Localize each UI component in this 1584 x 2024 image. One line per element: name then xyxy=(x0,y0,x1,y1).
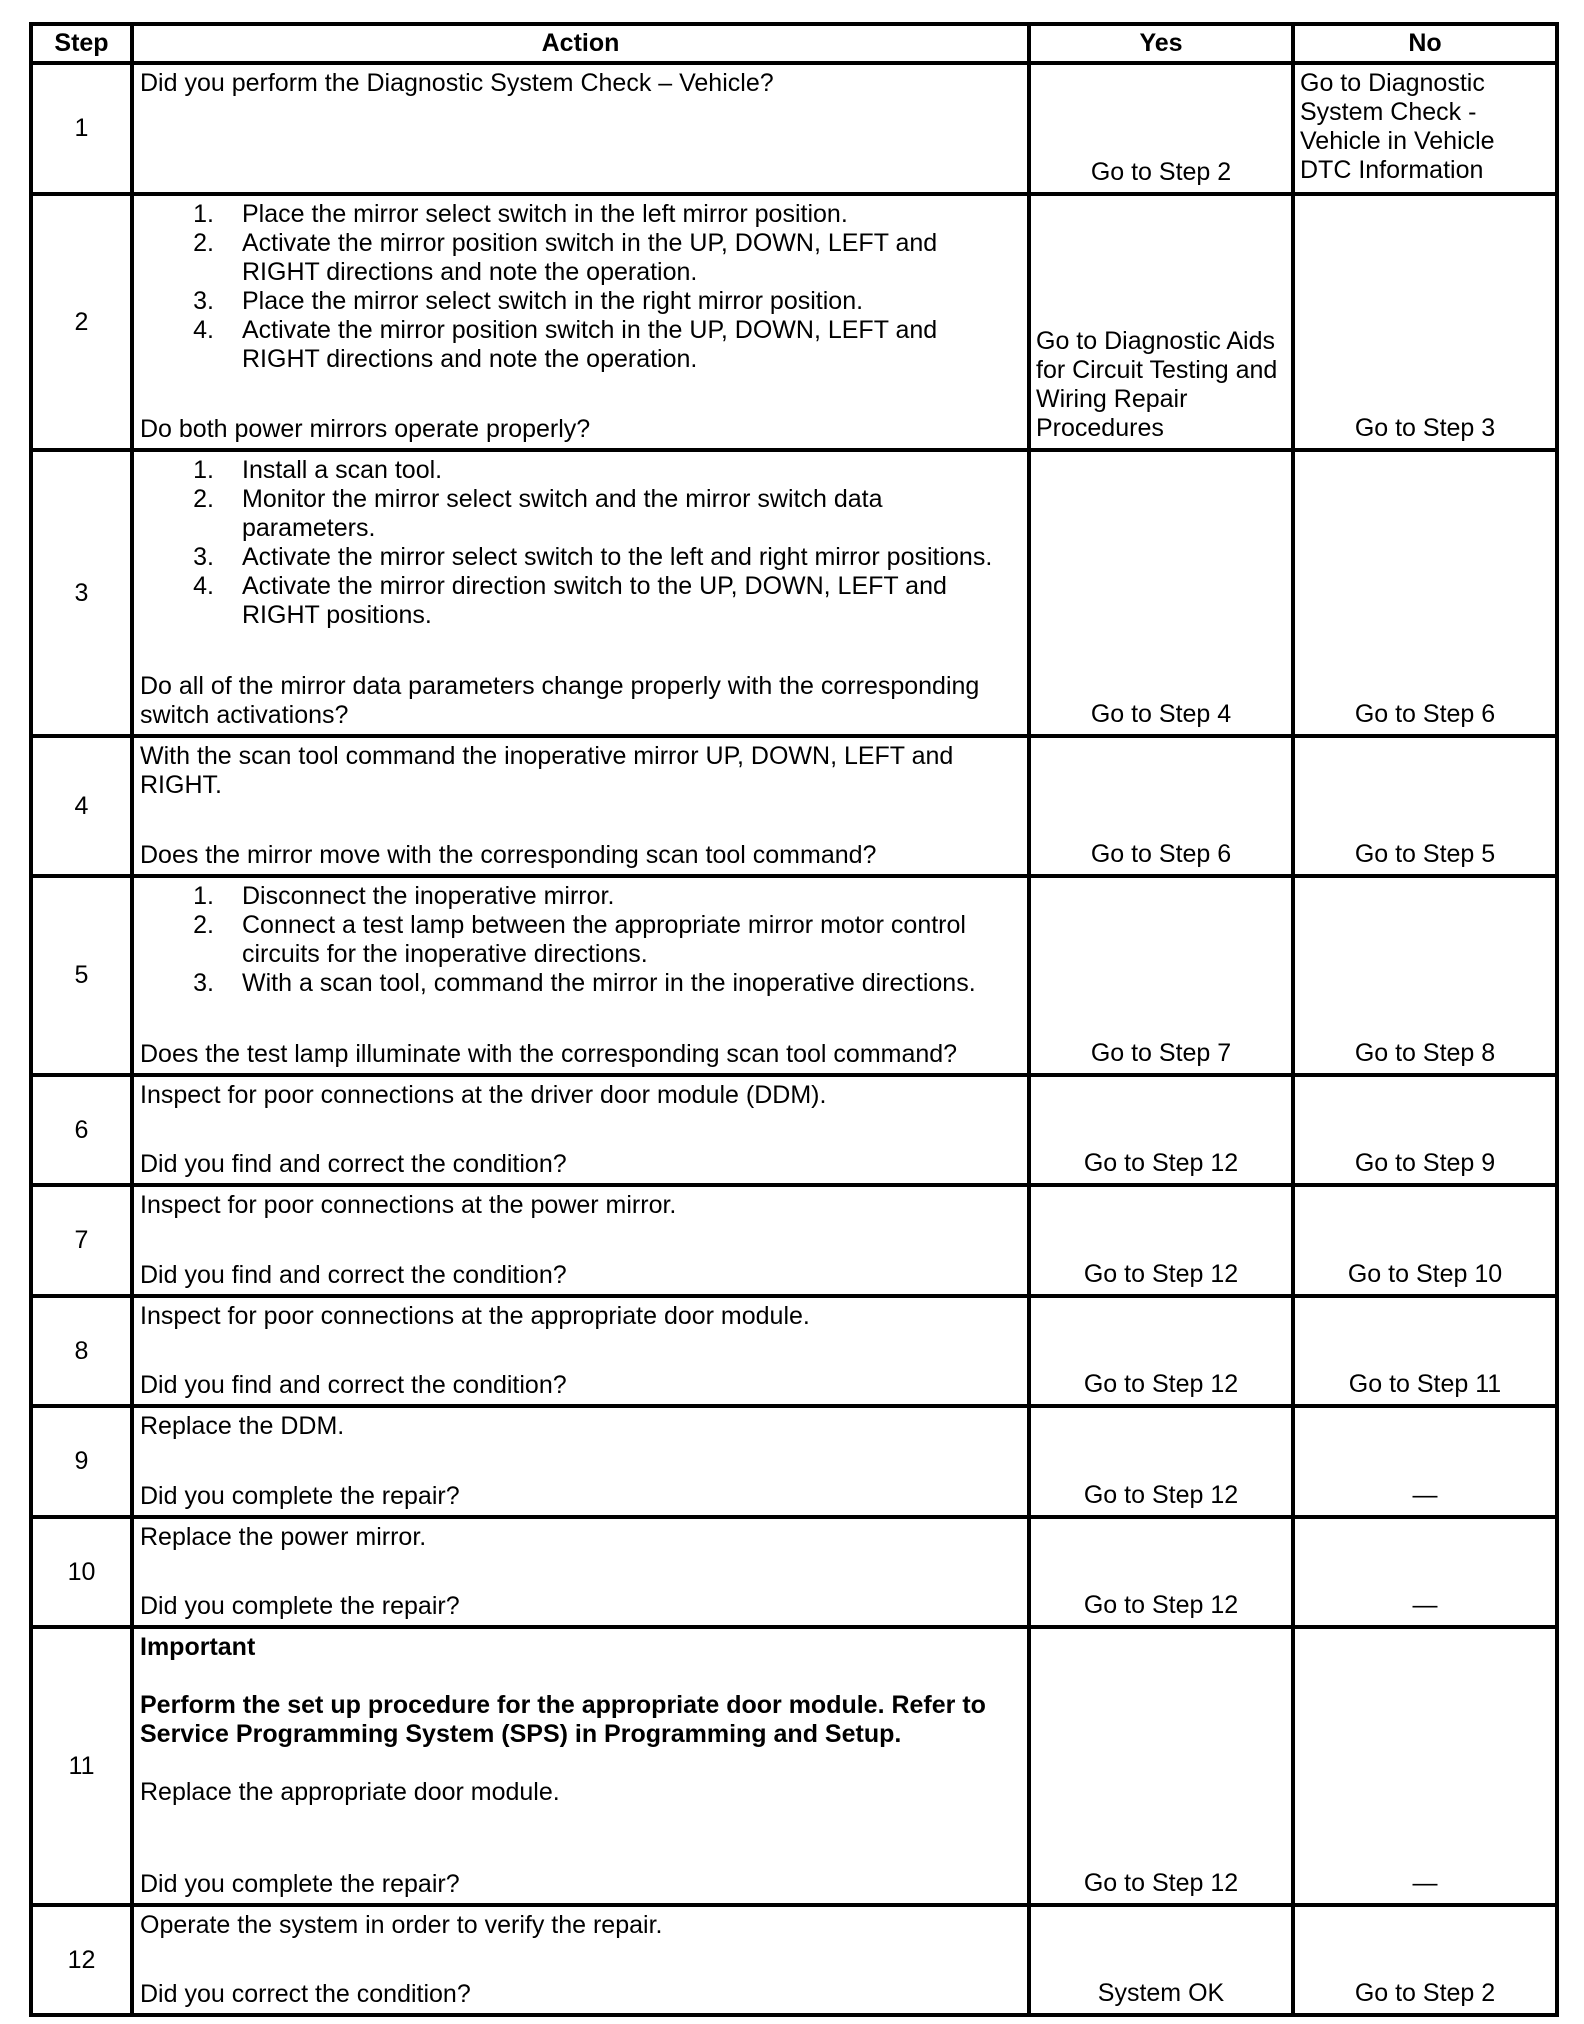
substep-number: 1. xyxy=(193,882,214,910)
substep-number: 2. xyxy=(193,485,214,513)
no-cell: Go to Step 2 xyxy=(1293,1905,1557,2015)
list-item xyxy=(140,882,1021,911)
list-item xyxy=(140,969,1021,998)
substep-text: Monitor the mirror select switch and the mirror switch data parameters. xyxy=(242,485,883,542)
substep-text: Activate the mirror select switch to the left and right mirror positions. xyxy=(242,543,993,571)
list-item xyxy=(140,572,1021,630)
header-action: Action xyxy=(132,24,1029,63)
action-text: Did you perform the Diagnostic System Check – Vehicle? xyxy=(140,69,774,97)
step-number: 4 xyxy=(31,736,132,876)
substep-number: 3. xyxy=(193,543,214,571)
header-no: No xyxy=(1293,24,1557,63)
substep-text: Place the mirror select switch in the left mirror position. xyxy=(242,200,848,228)
substeps-list xyxy=(140,882,1021,998)
no-cell: Go to Diagnostic System Check - Vehicle in Vehicle DTC Information xyxy=(1293,63,1557,194)
substep-number: 2. xyxy=(193,911,214,939)
substep-text: Activate the mirror position switch in the UP, DOWN, LEFT and RIGHT directions and note the operation. xyxy=(242,229,938,286)
substep-number: 4. xyxy=(193,572,214,600)
substeps-list xyxy=(140,200,1021,374)
action-question: Did you complete the repair? xyxy=(140,1482,460,1510)
action-question: Do all of the mirror data parameters change properly with the corresponding switch activations? xyxy=(140,672,980,729)
no-cell: — xyxy=(1293,1627,1557,1905)
yes-cell: Go to Step 12 xyxy=(1029,1406,1293,1517)
step-number: 9 xyxy=(31,1406,132,1517)
substep-text: Connect a test lamp between the appropriate mirror motor control circuits for the inoperative directions. xyxy=(242,911,966,968)
list-item xyxy=(140,287,1021,316)
table-row xyxy=(31,1296,1557,1406)
action-cell xyxy=(132,450,1029,736)
table-row xyxy=(31,736,1557,876)
action-cell xyxy=(132,1905,1029,2015)
table-row xyxy=(31,194,1557,450)
table-row xyxy=(31,1905,1557,2015)
action-cell xyxy=(132,876,1029,1075)
yes-cell: Go to Step 6 xyxy=(1029,736,1293,876)
no-cell: Go to Step 3 xyxy=(1293,194,1557,450)
table-row xyxy=(31,1627,1557,1905)
step-number: 8 xyxy=(31,1296,132,1406)
action-question: Do both power mirrors operate properly? xyxy=(140,415,591,443)
action-text: Inspect for poor connections at the power mirror. xyxy=(140,1191,677,1219)
yes-cell: Go to Step 12 xyxy=(1029,1185,1293,1296)
action-cell xyxy=(132,1627,1029,1905)
yes-cell: Go to Step 12 xyxy=(1029,1517,1293,1627)
action-question: Does the mirror move with the corresponding scan tool command? xyxy=(140,841,877,869)
table-header-row xyxy=(31,24,1557,63)
list-item xyxy=(140,200,1021,229)
no-cell: — xyxy=(1293,1406,1557,1517)
action-cell xyxy=(132,63,1029,194)
action-cell xyxy=(132,736,1029,876)
yes-cell: Go to Step 7 xyxy=(1029,876,1293,1075)
important-label: Important xyxy=(140,1633,256,1661)
yes-cell: Go to Step 12 xyxy=(1029,1627,1293,1905)
substep-text: Activate the mirror direction switch to the UP, DOWN, LEFT and RIGHT positions. xyxy=(242,572,947,629)
action-text: Operate the system in order to verify the repair. xyxy=(140,1911,663,1939)
no-cell: Go to Step 10 xyxy=(1293,1185,1557,1296)
substep-number: 4. xyxy=(193,316,214,344)
no-cell: Go to Step 5 xyxy=(1293,736,1557,876)
important-note: Perform the set up procedure for the appropriate door module. Refer to Service Programming System (SPS) in Programming and Setup. xyxy=(140,1691,986,1748)
substep-number: 2. xyxy=(193,229,214,257)
substep-text: Place the mirror select switch in the right mirror position. xyxy=(242,287,864,315)
action-cell xyxy=(132,194,1029,450)
substep-number: 1. xyxy=(193,200,214,228)
diagnostic-table xyxy=(29,22,1559,2017)
step-number: 5 xyxy=(31,876,132,1075)
table-row xyxy=(31,1185,1557,1296)
substeps-list xyxy=(140,456,1021,630)
step-number: 11 xyxy=(31,1627,132,1905)
list-item xyxy=(140,456,1021,485)
substep-number: 3. xyxy=(193,287,214,315)
action-text: Inspect for poor connections at the driver door module (DDM). xyxy=(140,1081,827,1109)
no-cell: Go to Step 8 xyxy=(1293,876,1557,1075)
step-number: 1 xyxy=(31,63,132,194)
action-text: Inspect for poor connections at the appropriate door module. xyxy=(140,1302,810,1330)
header-yes: Yes xyxy=(1029,24,1293,63)
action-question: Did you complete the repair? xyxy=(140,1592,460,1620)
action-question: Did you find and correct the condition? xyxy=(140,1261,567,1289)
action-question: Did you complete the repair? xyxy=(140,1870,460,1898)
action-question: Does the test lamp illuminate with the corresponding scan tool command? xyxy=(140,1040,958,1068)
action-question: Did you find and correct the condition? xyxy=(140,1150,567,1178)
action-cell xyxy=(132,1406,1029,1517)
table-row xyxy=(31,63,1557,194)
substep-number: 3. xyxy=(193,969,214,997)
action-cell xyxy=(132,1296,1029,1406)
substep-text: Install a scan tool. xyxy=(242,456,443,484)
step-number: 10 xyxy=(31,1517,132,1627)
action-cell xyxy=(132,1185,1029,1296)
yes-cell: Go to Step 12 xyxy=(1029,1296,1293,1406)
action-text: Replace the DDM. xyxy=(140,1412,345,1440)
action-text: With the scan tool command the inoperative mirror UP, DOWN, LEFT and RIGHT. xyxy=(140,742,954,799)
table-row xyxy=(31,1406,1557,1517)
list-item xyxy=(140,229,1021,287)
table-row xyxy=(31,1075,1557,1185)
list-item xyxy=(140,543,1021,572)
action-cell xyxy=(132,1075,1029,1185)
table-row xyxy=(31,876,1557,1075)
substep-text: Disconnect the inoperative mirror. xyxy=(242,882,615,910)
list-item xyxy=(140,316,1021,374)
no-cell: — xyxy=(1293,1517,1557,1627)
yes-cell: Go to Diagnostic Aids for Circuit Testing and Wiring Repair Procedures xyxy=(1029,194,1293,450)
header-step: Step xyxy=(31,24,132,63)
action-cell xyxy=(132,1517,1029,1627)
action-question: Did you correct the condition? xyxy=(140,1980,471,2008)
step-number: 6 xyxy=(31,1075,132,1185)
no-cell: Go to Step 6 xyxy=(1293,450,1557,736)
yes-cell: System OK xyxy=(1029,1905,1293,2015)
step-number: 2 xyxy=(31,194,132,450)
step-number: 7 xyxy=(31,1185,132,1296)
substep-text: Activate the mirror position switch in the UP, DOWN, LEFT and RIGHT directions and note the operation. xyxy=(242,316,938,373)
step-number: 12 xyxy=(31,1905,132,2015)
action-text: Replace the power mirror. xyxy=(140,1523,427,1551)
yes-cell: Go to Step 2 xyxy=(1029,63,1293,194)
yes-cell: Go to Step 12 xyxy=(1029,1075,1293,1185)
action-question: Did you find and correct the condition? xyxy=(140,1371,567,1399)
table-row xyxy=(31,1517,1557,1627)
list-item xyxy=(140,911,1021,969)
yes-cell: Go to Step 4 xyxy=(1029,450,1293,736)
action-text: Replace the appropriate door module. xyxy=(140,1778,560,1806)
step-number: 3 xyxy=(31,450,132,736)
no-cell: Go to Step 9 xyxy=(1293,1075,1557,1185)
no-cell: Go to Step 11 xyxy=(1293,1296,1557,1406)
list-item xyxy=(140,485,1021,543)
substep-number: 1. xyxy=(193,456,214,484)
substep-text: With a scan tool, command the mirror in the inoperative directions. xyxy=(242,969,976,997)
table-row xyxy=(31,450,1557,736)
